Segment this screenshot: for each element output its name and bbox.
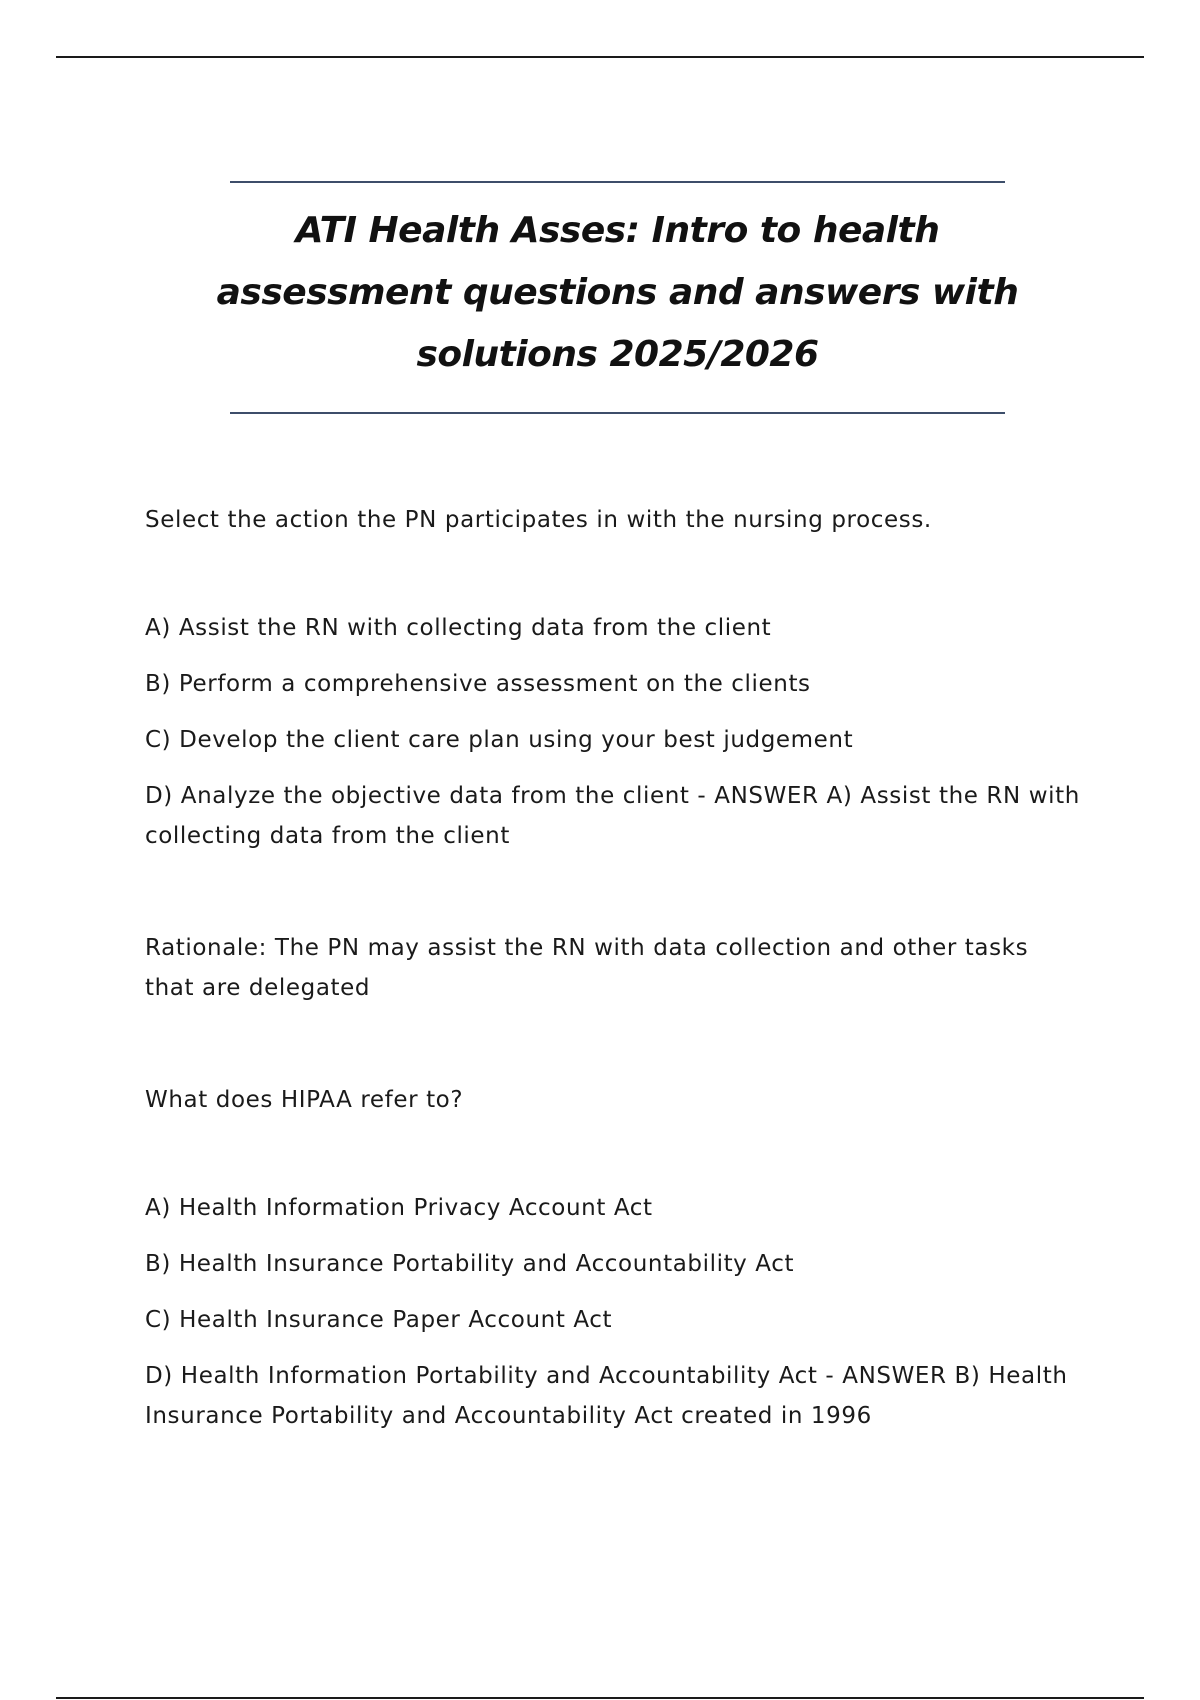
document-body xyxy=(145,500,1085,1436)
question-block xyxy=(145,500,1085,1008)
page-bottom-rule xyxy=(56,1697,1144,1699)
option-item: B) Perform a comprehensive assessment on the clients xyxy=(145,671,811,697)
page-top-rule xyxy=(56,56,1144,58)
question-prompt: What does HIPAA refer to? xyxy=(145,1087,464,1113)
question-block xyxy=(145,1080,1085,1436)
option-item: C) Develop the client care plan using your best judgement xyxy=(145,727,854,753)
option-item-with-answer: D) Health Information Portability and Accountability Act - ANSWER B) Health Insurance Portability and Accountability Act created in 1996 xyxy=(145,1363,1068,1429)
option-item: A) Assist the RN with collecting data from the client xyxy=(145,615,772,641)
option-list xyxy=(145,1188,1085,1436)
option-item: A) Health Information Privacy Account Act xyxy=(145,1195,653,1221)
title-top-rule xyxy=(230,181,1005,183)
title-bottom-rule xyxy=(230,412,1005,414)
title-line: assessment questions and answers with xyxy=(216,272,1019,313)
question-prompt: Select the action the PN participates in with the nursing process. xyxy=(145,507,932,533)
document-title xyxy=(200,200,1035,386)
title-line: solutions 2025/2026 xyxy=(416,334,819,375)
rationale: Rationale: The PN may assist the RN with data collection and other tasks that are delegated xyxy=(145,935,1029,1001)
option-item: B) Health Insurance Portability and Accountability Act xyxy=(145,1251,795,1277)
option-item: C) Health Insurance Paper Account Act xyxy=(145,1307,613,1333)
option-list xyxy=(145,608,1085,856)
option-item-with-answer: D) Analyze the objective data from the client - ANSWER A) Assist the RN with collecting data from the client xyxy=(145,783,1080,849)
title-line: ATI Health Asses: Intro to health xyxy=(295,210,940,251)
